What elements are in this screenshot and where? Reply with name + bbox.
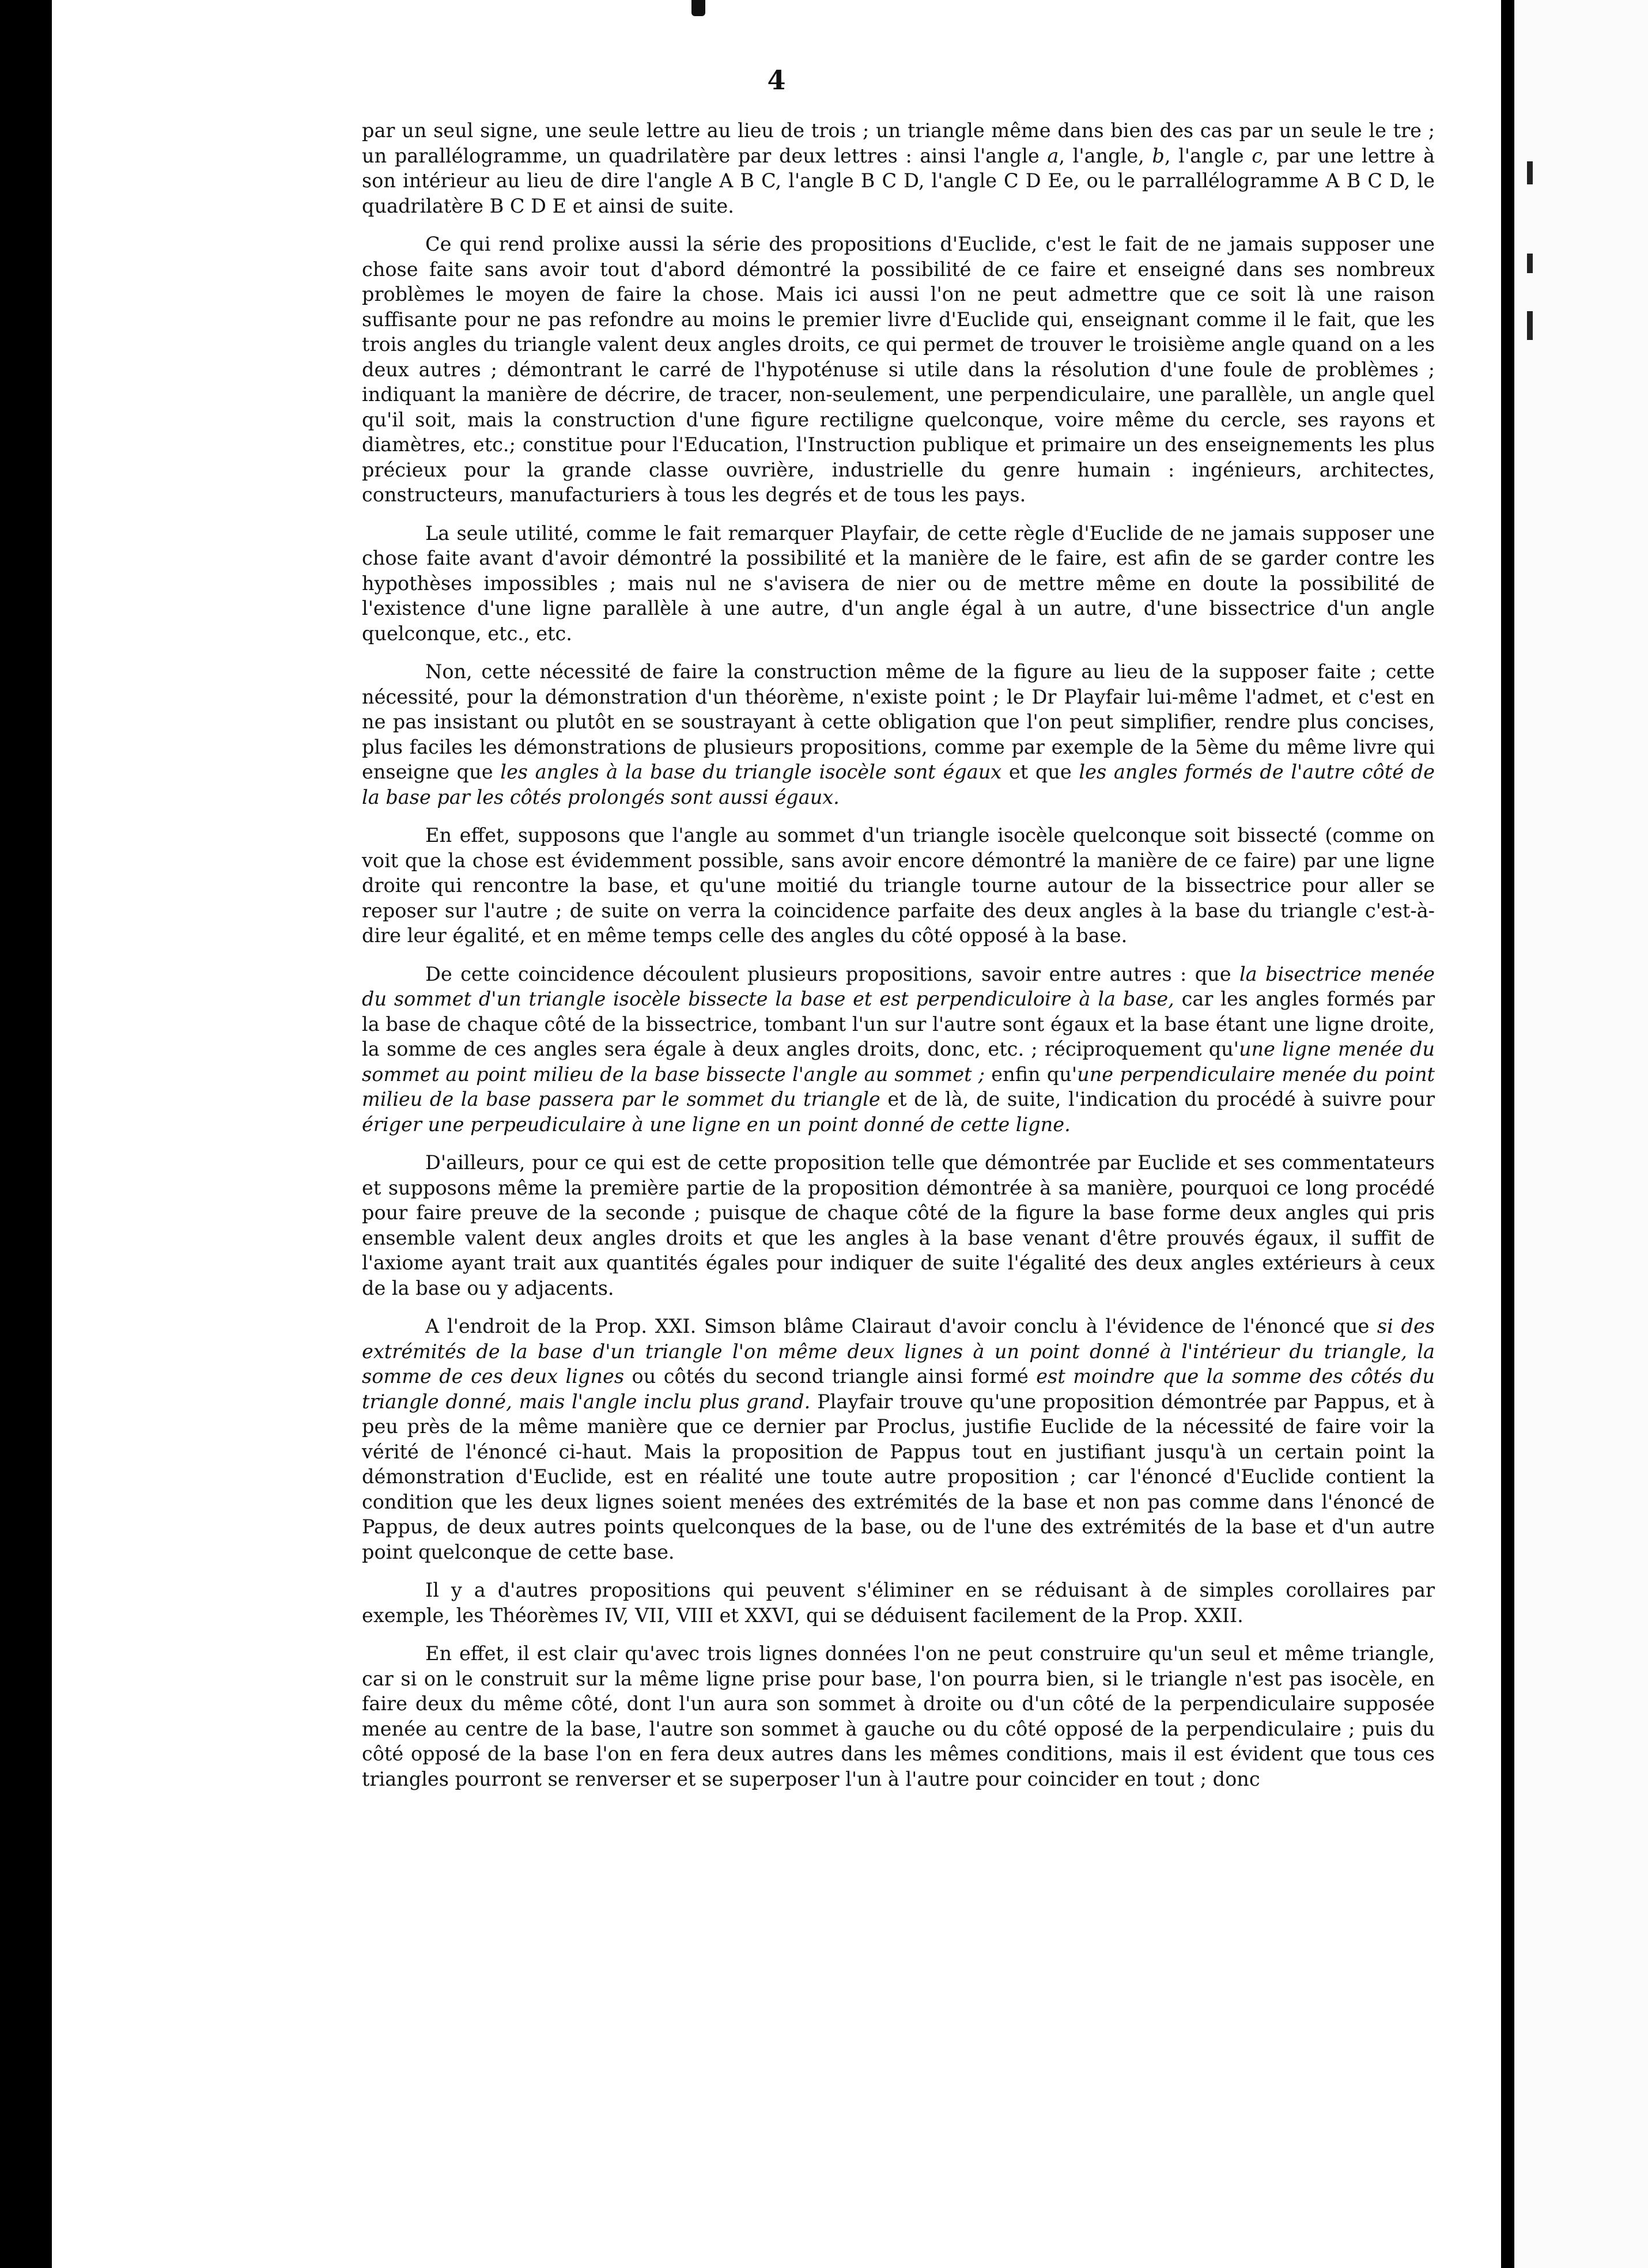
- paragraph-p1: [362, 118, 1435, 218]
- paragraph-p5: [362, 823, 1435, 948]
- paragraph-p2: [362, 232, 1435, 508]
- paragraph-p9: [362, 1578, 1435, 1628]
- italic-text: c: [1252, 144, 1263, 167]
- text-segment: enfin qu': [985, 1063, 1078, 1086]
- italic-text: les angles formés de l'autre côté de la base par les côtés prolongés sont aussi égaux.: [362, 761, 1435, 808]
- text-segment: De cette coincidence découlent plusieurs propositions, savoir entre autres : que: [425, 962, 1239, 985]
- italic-text: les angles à la base du triangle isocèle sont égaux: [500, 761, 1002, 783]
- text-segment: par un seul signe, une seule lettre au lieu de trois ; un triangle même dans bien des cas par un seule le tre ; un parallélogramme, un quadrilatère par deux lettres : ainsi l'angle: [362, 119, 1435, 167]
- text-segment: En effet, supposons que l'angle au sommet d'un triangle isocèle quelconque soit bissecté (comme on voit que la chose est évidemment possible, sans avoir encore démontré la manière de ce faire) par une ligne droite qui rencontre la base, et qu'une moitié du triangle tourne autour de la bissectrice pour aller se reposer sur l'autre ; de suite on verra la coincidence parfaite des deux angles à la base du triangle c'est-à-dire leur égalité, et en même temps celle des angles du côté opposé à la base.: [362, 824, 1435, 947]
- text-segment: Il y a d'autres propositions qui peuvent s'éliminer en se réduisant à de simples corollaires par exemple, les Théorèmes IV, VII, VIII et XXVI, qui se déduisent facilement de la Prop. XXII.: [362, 1579, 1435, 1627]
- scan-mark: [691, 0, 705, 16]
- text-segment: A l'endroit de la Prop. XXI. Simson blâme Clairaut d'avoir conclu à l'évidence de l'énoncé que: [425, 1315, 1377, 1337]
- text-segment: car les angles formés par la base de chaque côté de la bissectrice, tombant l'un sur l'autre sont égaux et la base étant une ligne droite, la somme de ces angles sera égale à deux angles droits, donc, etc. ; réciproquement qu': [362, 988, 1435, 1060]
- text-segment: , par une lettre à son intérieur au lieu de dire l'angle A B C, l'angle B C D, l'angle C D Ee, ou le parrallélogramme A B C D, le quadrilatère B C D E et ainsi de suite.: [362, 144, 1435, 217]
- text-segment: et de là, de suite, l'indication du procédé à suivre pour: [880, 1088, 1435, 1110]
- text-segment: La seule utilité, comme le fait remarquer Playfair, de cette règle d'Euclide de ne jamais supposer une chose faite avant d'avoir démontré la possibilité et la manière de le faire, est afin de se garder contre les hypothèses impossibles ; mais nul ne s'avisera de nier ou de mettre même en doute la possibilité de l'existence d'une ligne parallèle à une autre, d'un angle égal à un autre, d'une bissectrice d'un angle quelconque, etc., etc.: [362, 521, 1435, 645]
- text-segment: En effet, il est clair qu'avec trois lignes données l'on ne peut construire qu'un seul et même triangle, car si on le construit sur la même ligne prise pour base, l'on pourra bien, si le triangle n'est pas isocèle, en faire deux du même côté, dont l'un aura son sommet à droite ou d'un côté de la perpendiculaire supposée menée au centre de la base, l'autre son sommet à gauche ou du côté opposé de la perpendiculaire ; puis du côté opposé de la base l'on en fera deux autres dans les mêmes conditions, mais il est évident que tous ces triangles pourront se renverser et se superposer l'un à l'autre pour coincider en tout ; donc: [362, 1642, 1435, 1790]
- italic-text: une ligne menée du sommet au point milieu de la base bissecte l'angle au sommet ;: [362, 1038, 1435, 1086]
- paragraph-p4: [362, 659, 1435, 810]
- italic-text: ériger une perpeudiculaire à une ligne en un point donné de cette ligne.: [362, 1113, 1071, 1136]
- text-segment: Ce qui rend prolixe aussi la série des propositions d'Euclide, c'est le fait de ne jamais supposer une chose faite sans avoir tout d'abord démontré la possibilité de ce faire et enseigné dans ses nombreux problèmes le moyen de faire la chose. Mais ici aussi l'on ne peut admettre que ce soit là une raison suffisante pour ne pas refondre au moins le premier livre d'Euclide qui, enseignant comme il le fait, que les trois angles du triangle valent deux angles droits, ce qui permet de trouver le troisième angle quand on a les deux autres ; démontrant le carré de l'hypoténuse si utile dans la résolution d'une foule de problèmes ; indiquant la manière de décrire, de tracer, non-seulement, une perpendiculaire, une parallèle, un angle quel qu'il soit, mais la construction d'une figure rectiligne quelconque, voire même du cercle, ses rayons et diamètres, etc.; constitue pour l'Education, l'Instruction publique et primaire un des enseignements les plus précieux pour la grande classe ouvrière, industrielle du genre humain : ingénieurs, architectes, constructeurs, manufacturiers à tous les degrés et de tous les pays.: [362, 233, 1435, 506]
- paragraph-p6: [362, 962, 1435, 1137]
- paragraph-p7: [362, 1150, 1435, 1301]
- edge-mark: [1527, 311, 1533, 340]
- italic-text: a: [1047, 144, 1059, 167]
- text-segment: D'ailleurs, pour ce qui est de cette proposition telle que démontrée par Euclide et ses commentateurs et supposons même la première partie de la proposition démontrée à sa manière, pourquoi ce long procédé pour faire preuve de la seconde ; puisque de chaque côté de la figure la base forme deux angles qui pris ensemble valent deux angles droits et que les angles à la base venant d'être prouvés égaux, il suffit de l'axiome ayant trait aux quantités égales pour indiquer de suite l'égalité des deux angles extérieurs à ceux de la base ou y adjacents.: [362, 1151, 1435, 1299]
- text-segment: , l'angle,: [1059, 144, 1152, 167]
- text-segment: Non, cette nécessité de faire la construction même de la figure au lieu de la supposer faite ; cette nécessité, pour la démonstration d'un théorème, n'existe point ; le Dr Playfair lui-même l'admet, et c'est en ne pas insistant ou plutôt en se soustrayant à cette obligation que l'on peut simplifier, rendre plus concises, plus faciles les démonstrations de plusieurs propositions, comme par exemple de la 5ème du même livre qui enseigne que: [362, 660, 1435, 783]
- italic-text: la bisectrice menée du sommet d'un triangle isocèle bissecte la base et est perpendiculoire à la base,: [362, 962, 1435, 1010]
- document-page: [52, 0, 1501, 2268]
- italic-text: si des extrémités de la base d'un triangle l'on même deux lignes à un point donné à l'intérieur du triangle, la somme de ces deux lignes: [362, 1315, 1435, 1388]
- text-segment: Playfair trouve qu'une proposition démontrée par Pappus, et à peu près de la même manière que ce dernier par Proclus, justifie Euclide de la nécessité de faire voir la vérité de l'énoncé ci-haut. Mais la proposition de Pappus tout en justifiant jusqu'à un certain point la démonstration d'Euclide, est en réalité une toute autre proposition ; car l'énoncé d'Euclide contient la condition que les deux lignes soient menées des extrémités de la base et non pas comme dans l'énoncé de Pappus, de deux autres points quelconques de la base, ou de l'une des extrémités de la base et d'un autre point quelconque de cette base.: [362, 1390, 1435, 1563]
- italic-text: une perpendiculaire menée du point milieu de la base passera par le sommet du triangle: [362, 1063, 1435, 1110]
- edge-mark: [1527, 254, 1533, 273]
- text-segment: et que: [1001, 761, 1079, 783]
- paragraph-p8: [362, 1314, 1435, 1564]
- text-segment: ou côtés du second triangle ainsi formé: [624, 1365, 1037, 1388]
- paragraph-p3: [362, 521, 1435, 647]
- adjacent-page-edge: [1514, 0, 1648, 2268]
- italic-text: b: [1152, 144, 1165, 167]
- paragraph-p10: [362, 1641, 1435, 1791]
- text-segment: , l'angle: [1164, 144, 1252, 167]
- body-text: [362, 118, 1435, 1805]
- edge-mark: [1527, 161, 1533, 184]
- italic-text: est moindre que la somme des côtés du triangle donné, mais l'angle inclu plus grand.: [362, 1365, 1435, 1413]
- page-number: 4: [767, 65, 786, 96]
